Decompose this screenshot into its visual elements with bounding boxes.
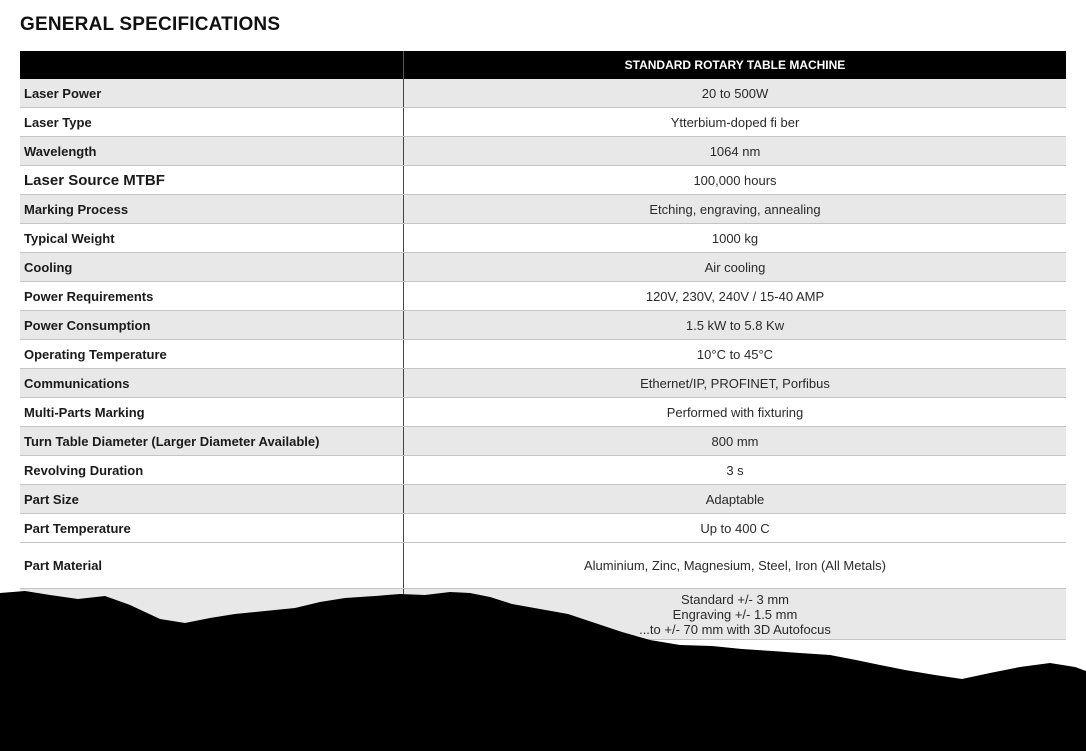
spec-label: Part Size: [20, 485, 404, 514]
torn-edge-shape: [0, 591, 1086, 751]
table-row: [20, 398, 1066, 427]
table-row: [20, 253, 1066, 282]
table-row: [20, 282, 1066, 311]
spec-label: Wavelength: [20, 137, 404, 166]
spec-value: Up to 400 C: [404, 514, 1067, 543]
column-header: STANDARD ROTARY TABLE MACHINE: [404, 51, 1067, 79]
table-row: [20, 427, 1066, 456]
spec-label: Part Material: [20, 543, 404, 589]
spec-value: 120V, 230V, 240V / 15-40 AMP: [404, 282, 1067, 311]
spec-label: Laser Source MTBF: [20, 166, 404, 195]
page-title: GENERAL SPECIFICATIONS: [20, 14, 281, 35]
table-row: [20, 224, 1066, 253]
table-row: [20, 369, 1066, 398]
spec-value: Ytterbium-doped fi ber: [404, 108, 1067, 137]
spec-label: Operating Temperature: [20, 340, 404, 369]
spec-value: 100,000 hours: [404, 166, 1067, 195]
table-row: [20, 456, 1066, 485]
spec-label: Part Temperature: [20, 514, 404, 543]
table-row: [20, 340, 1066, 369]
spec-label: Multi-Parts Marking: [20, 398, 404, 427]
spec-value: 1.5 kW to 5.8 Kw: [404, 311, 1067, 340]
table-row: [20, 514, 1066, 543]
specifications-table: [20, 51, 1066, 640]
table-row: [20, 485, 1066, 514]
value-line: ...to +/- 70 mm with 3D Autofocus: [639, 621, 831, 637]
torn-paper-overlay: [0, 585, 1086, 751]
value-line: Engraving +/- 1.5 mm: [672, 606, 798, 622]
spec-label: Laser Type: [20, 108, 404, 137]
spec-label: Revolving Duration: [20, 456, 404, 485]
table-row: [20, 195, 1066, 224]
spec-label: Power Requirements: [20, 282, 404, 311]
spec-value: Adaptable: [404, 485, 1067, 514]
spec-value: Ethernet/IP, PROFINET, Porfibus: [404, 369, 1067, 398]
spec-label: Laser Power: [20, 79, 404, 108]
spec-value: 10°C to 45°C: [404, 340, 1067, 369]
table-row: [20, 311, 1066, 340]
spec-value: Aluminium, Zinc, Magnesium, Steel, Iron (All Metals): [404, 543, 1067, 589]
spec-value: 1000 kg: [404, 224, 1067, 253]
table-header-row: [20, 51, 1066, 79]
spec-value: 800 mm: [404, 427, 1067, 456]
spec-value: Performed with fixturing: [404, 398, 1067, 427]
header-label-cell: [20, 51, 404, 79]
spec-label: Cooling: [20, 253, 404, 282]
table-row: [20, 108, 1066, 137]
table-row: [20, 166, 1066, 195]
spec-value: Etching, engraving, annealing: [404, 195, 1067, 224]
spec-value: 20 to 500W: [404, 79, 1067, 108]
spec-value: 1064 nm: [404, 137, 1067, 166]
table-row: [20, 137, 1066, 166]
table-row: [20, 79, 1066, 108]
spec-label: Power Consumption: [20, 311, 404, 340]
spec-label: Typical Weight: [20, 224, 404, 253]
spec-label: Marking Process: [20, 195, 404, 224]
spec-label: Turn Table Diameter (Larger Diameter Available): [20, 427, 404, 456]
spec-label: Communications: [20, 369, 404, 398]
spec-value: 3 s: [404, 456, 1067, 485]
table-row: [20, 543, 1066, 589]
value-line: Standard +/- 3 mm: [680, 591, 790, 607]
spec-value: Air cooling: [404, 253, 1067, 282]
